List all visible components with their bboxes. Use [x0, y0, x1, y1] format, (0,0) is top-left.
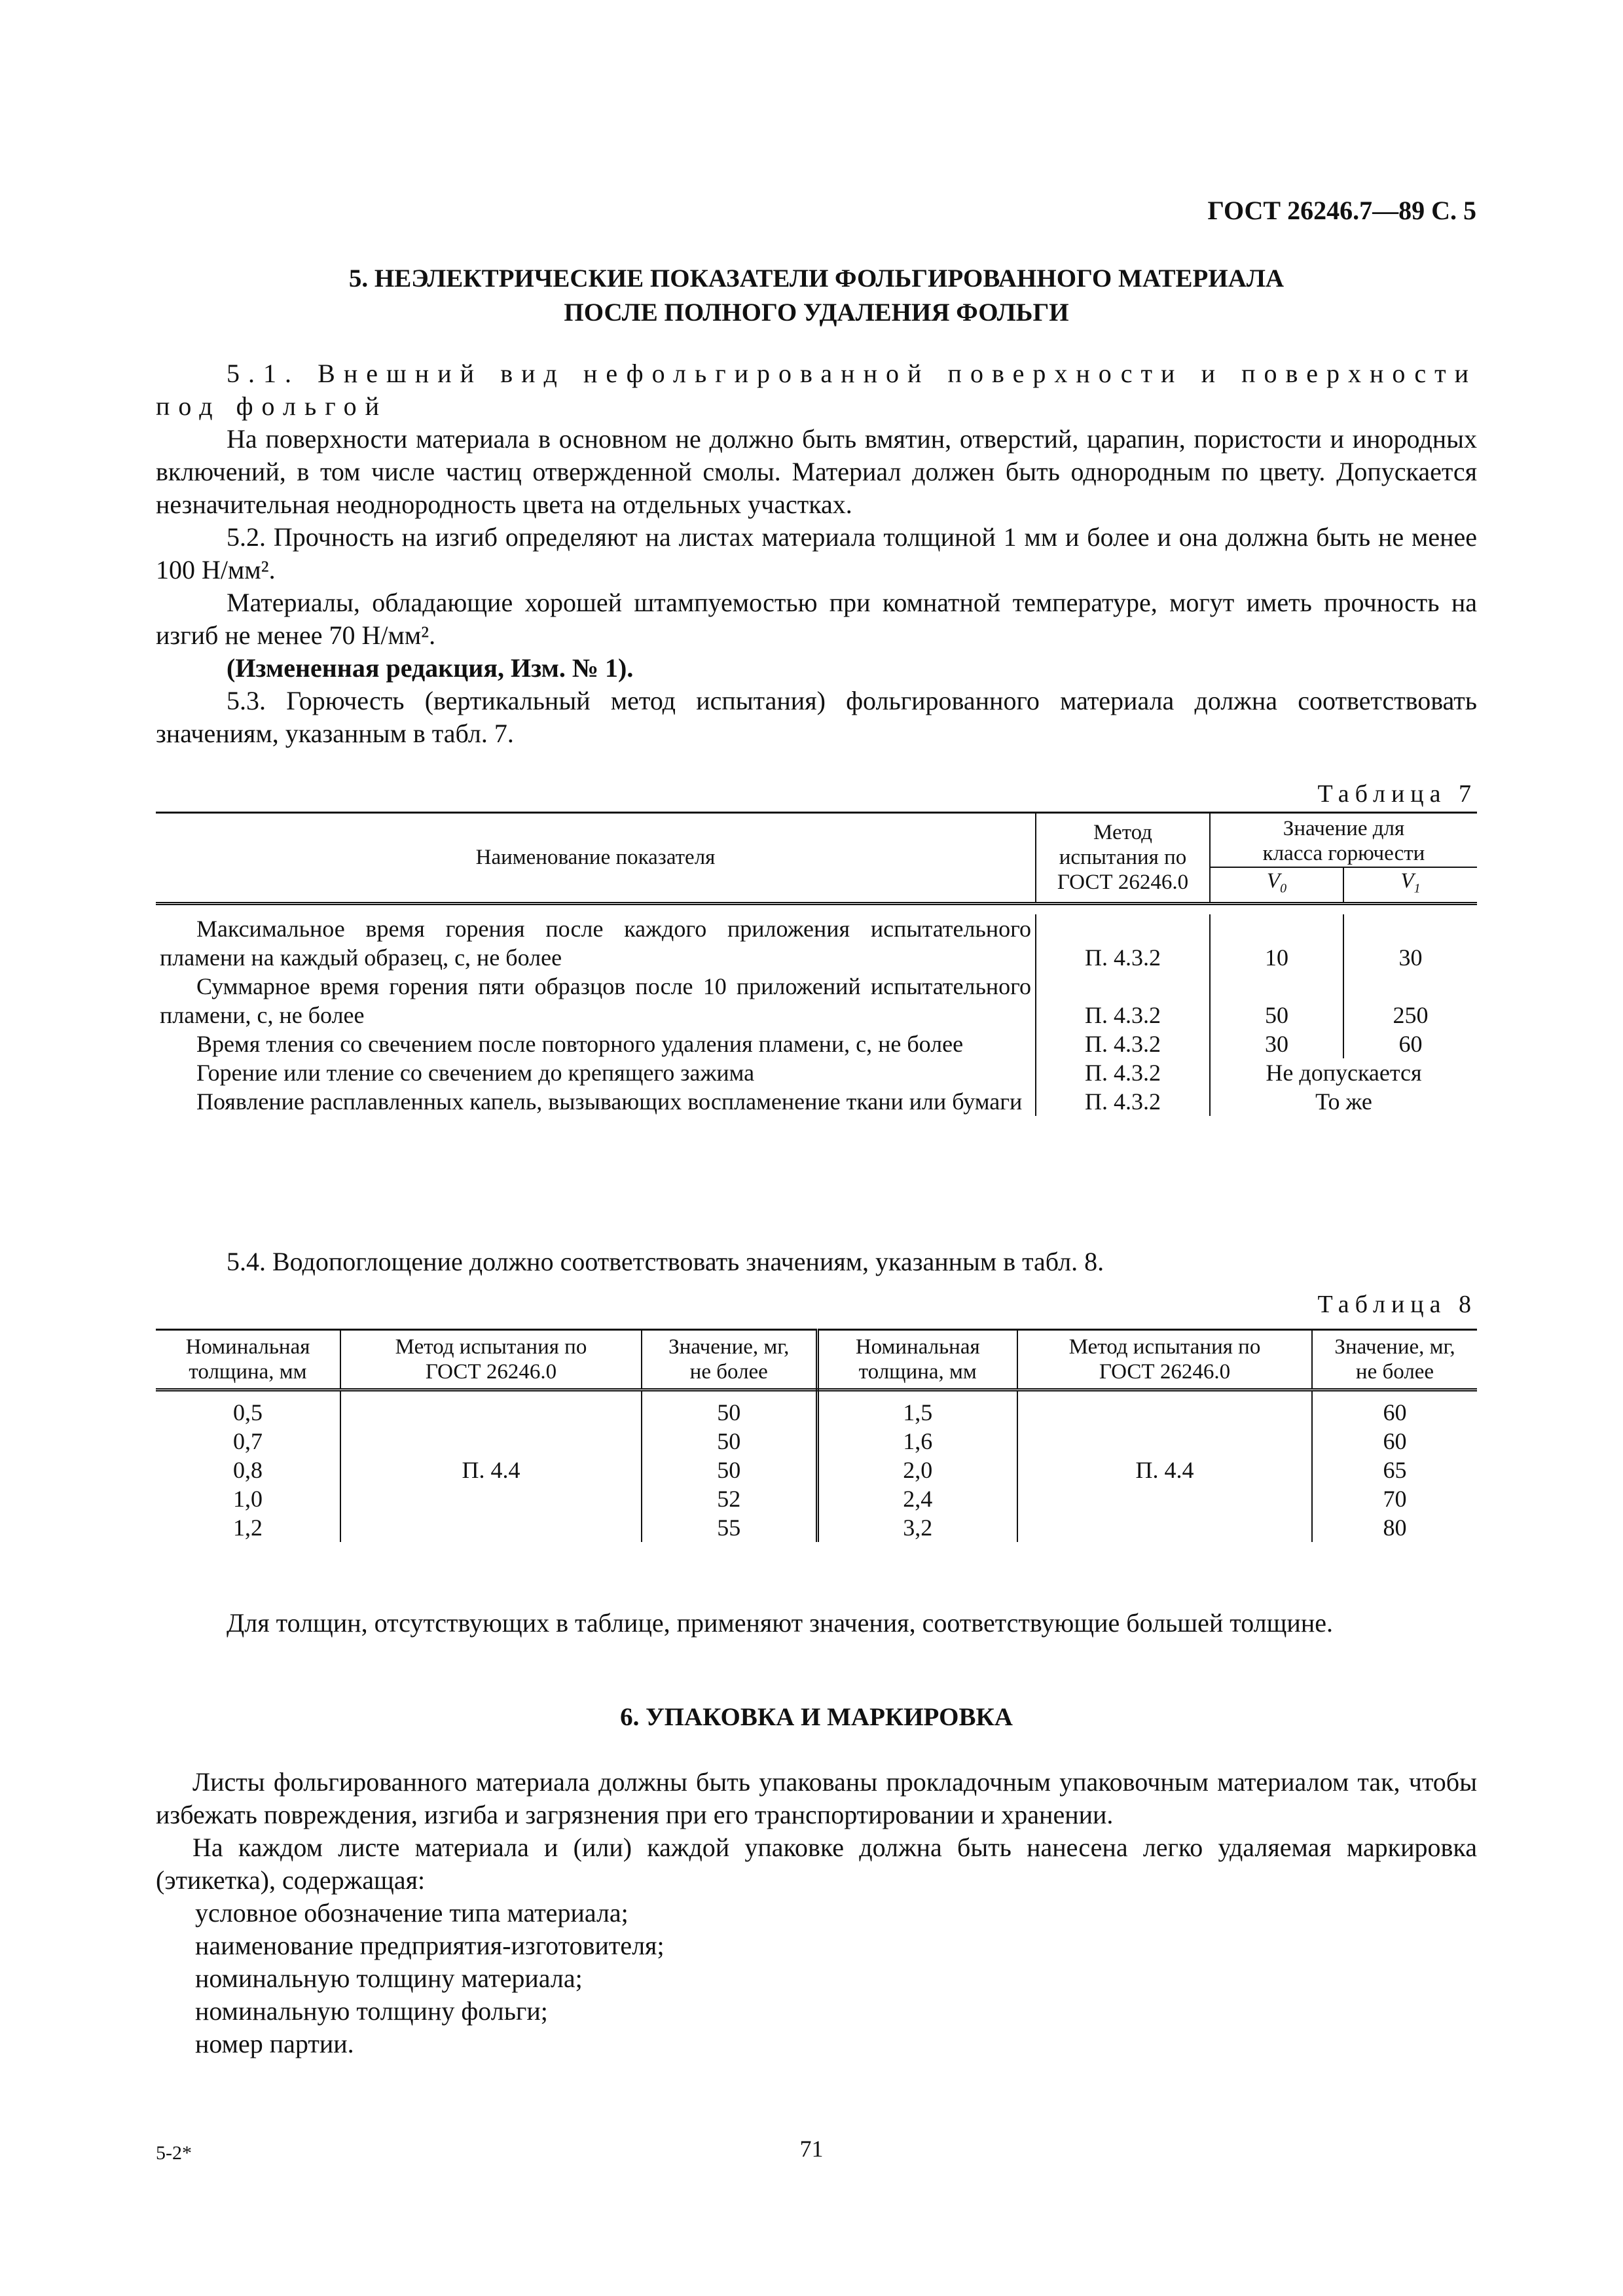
row-name: Суммарное время горения пяти образцов после 10 приложений испытательного пламени, с, не более [156, 972, 1036, 1030]
list-item: 50 [717, 1457, 741, 1483]
row-method: П. 4.3.2 [1036, 972, 1210, 1030]
list-item: 55 [717, 1515, 741, 1541]
section-5-title: 5. НЕЭЛЕКТРИЧЕСКИЕ ПОКАЗАТЕЛИ ФОЛЬГИРОВАННОГО МАТЕРИАЛА ПОСЛЕ ПОЛНОГО УДАЛЕНИЯ ФОЛЬГИ [348, 264, 1285, 327]
paragraph-5-1: На поверхности материала в основном не должно быть вмятин, отверстий, царапин, пористости и инородных включений, в том числе частиц отвержденной смолы. Материал должен быть однородным по цвету. Допускается незначительная неоднородность цвета на отдельных участках. [156, 424, 1477, 519]
paragraph-5-2-b: Материалы, обладающие хорошей штампуемостью при комнатной температуре, могут иметь прочность на изгиб не менее 70 Н/мм². [156, 588, 1477, 650]
value-column [1312, 1390, 1477, 1543]
method-cell: П. 4.4 [1017, 1390, 1312, 1543]
paragraph-5-3: 5.3. Горючесть (вертикальный метод испытания) фольгированного материала должна соответствовать значениям, указанным в табл. 7. [156, 686, 1477, 748]
list-item: номинальную толщину фольги; [195, 1996, 548, 2026]
section-6-title: 6. УПАКОВКА И МАРКИРОВКА [620, 1703, 1013, 1731]
section-5 [156, 262, 1477, 750]
table-row [156, 1030, 1477, 1058]
row-v0: 30 [1210, 1030, 1343, 1058]
table-7-caption: Таблица 7 [1317, 780, 1477, 808]
list-item: 65 [1383, 1457, 1407, 1483]
marking-list [156, 1897, 1477, 2060]
column-header-value: Значение, мг, не более [1312, 1330, 1477, 1390]
row-method: П. 4.3.2 [1036, 1087, 1210, 1116]
list-item: 1,2 [233, 1515, 263, 1541]
column-header-thickness: Номинальная толщина, мм [817, 1330, 1017, 1390]
value-column [642, 1390, 817, 1543]
list-item: 2,0 [903, 1457, 933, 1483]
paragraph-5-4-block [156, 1246, 1477, 1278]
table-8-block [156, 1288, 1477, 1542]
table-row [156, 972, 1477, 1030]
row-v0: 50 [1210, 972, 1343, 1030]
row-v1: 60 [1398, 1030, 1423, 1057]
list-item: 1,0 [233, 1486, 263, 1512]
column-header-name: Наименование показателя [156, 813, 1036, 904]
list-item: 0,8 [233, 1457, 263, 1483]
list-item: 2,4 [903, 1486, 933, 1512]
row-value-merged: То же [1315, 1088, 1372, 1115]
table-row [156, 1058, 1477, 1087]
table-7-block [156, 778, 1477, 1116]
list-item: 0,7 [233, 1428, 263, 1454]
table-8-caption: Таблица 8 [1317, 1291, 1477, 1318]
page-number: 71 [799, 2136, 824, 2162]
list-item: номер партии. [195, 2029, 354, 2058]
column-header-value: Значение, мг, не более [642, 1330, 817, 1390]
list-item: 70 [1383, 1486, 1407, 1512]
row-method: П. 4.3.2 [1036, 1030, 1210, 1058]
section-6-paragraph-1: Листы фольгированного материала должны быть упакованы прокладочным упаковочным материалом так, чтобы избежать повреждения, изгиба и загрязнения при его транспортировании и хранении. [156, 1767, 1477, 1829]
thickness-column [817, 1390, 1017, 1543]
list-item: 0,5 [233, 1399, 263, 1426]
list-item: 1,6 [903, 1428, 933, 1454]
column-header-value: Значение для класса горючести [1210, 813, 1477, 868]
list-item: условное обозначение типа материала; [195, 1898, 629, 1928]
table-row [156, 1087, 1477, 1116]
row-method: П. 4.3.2 [1036, 914, 1210, 972]
list-item: 80 [1383, 1515, 1407, 1541]
document-header: ГОСТ 26246.7—89 С. 5 [1207, 196, 1476, 225]
row-name: Горение или тление со свечением до крепящего зажима [156, 1058, 1036, 1087]
method-cell: П. 4.4 [340, 1390, 642, 1543]
edit-note: (Измененная редакция, Изм. № 1). [227, 653, 634, 683]
row-name: Максимальное время горения после каждого приложения испытательного пламени на каждый образец, с, не более [156, 914, 1036, 972]
column-header-thickness: Номинальная толщина, мм [156, 1330, 340, 1390]
column-header-method: Метод испытания по ГОСТ 26246.0 [1017, 1330, 1312, 1390]
paragraph-5-4: 5.4. Водопоглощение должно соответствовать значениям, указанным в табл. 8. [227, 1247, 1104, 1276]
row-v0: 10 [1210, 914, 1343, 972]
list-item: номинальную толщину материала; [195, 1964, 583, 1993]
column-header-v0: $V_0$ [1210, 867, 1343, 903]
section-6 [156, 1700, 1477, 2060]
column-header-method: Метод испытания по ГОСТ 26246.0 [1036, 813, 1210, 904]
list-item: 60 [1383, 1399, 1407, 1426]
table-8-note: Для толщин, отсутствующих в таблице, применяют значения, соответствующие большей толщине. [227, 1608, 1333, 1638]
list-item: 50 [717, 1428, 741, 1454]
table-8-note-block [156, 1607, 1477, 1640]
table-row [156, 914, 1477, 972]
table-7 [156, 812, 1477, 1116]
list-item: 50 [717, 1399, 741, 1426]
section-6-paragraph-2: На каждом листе материала и (или) каждой упаковке должна быть нанесена легко удаляемая маркировка (этикетка), содержащая: [156, 1833, 1477, 1895]
table-8 [156, 1329, 1477, 1542]
table-8-body [156, 1390, 1477, 1543]
row-v1: 250 [1393, 1001, 1429, 1028]
row-method: П. 4.3.2 [1036, 1058, 1210, 1087]
list-item: 52 [717, 1486, 741, 1512]
row-v1: 30 [1398, 944, 1423, 971]
paragraph-5-1-heading: 5.1. Внешний вид нефольгированной поверхности и поверхности под фольгой [156, 359, 1477, 421]
list-item: 3,2 [903, 1515, 933, 1541]
row-value-merged: Не допускается [1266, 1059, 1422, 1086]
list-item: 60 [1383, 1428, 1407, 1454]
list-item: наименование предприятия-изготовителя; [195, 1931, 665, 1960]
list-item: 1,5 [903, 1399, 933, 1426]
paragraph-5-2: 5.2. Прочность на изгиб определяют на листах материала толщиной 1 мм и более и она должна быть не менее 100 Н/мм². [156, 522, 1477, 584]
row-name: Время тления со свечением после повторного удаления пламени, с, не более [156, 1030, 1036, 1058]
footer-signature: 5-2* [156, 2142, 192, 2164]
column-header-v1: $V_1$ [1343, 867, 1477, 903]
column-header-method: Метод испытания по ГОСТ 26246.0 [340, 1330, 642, 1390]
row-name: Появление расплавленных капель, вызывающих воспламенение ткани или бумаги [156, 1087, 1036, 1116]
thickness-column [156, 1390, 340, 1543]
